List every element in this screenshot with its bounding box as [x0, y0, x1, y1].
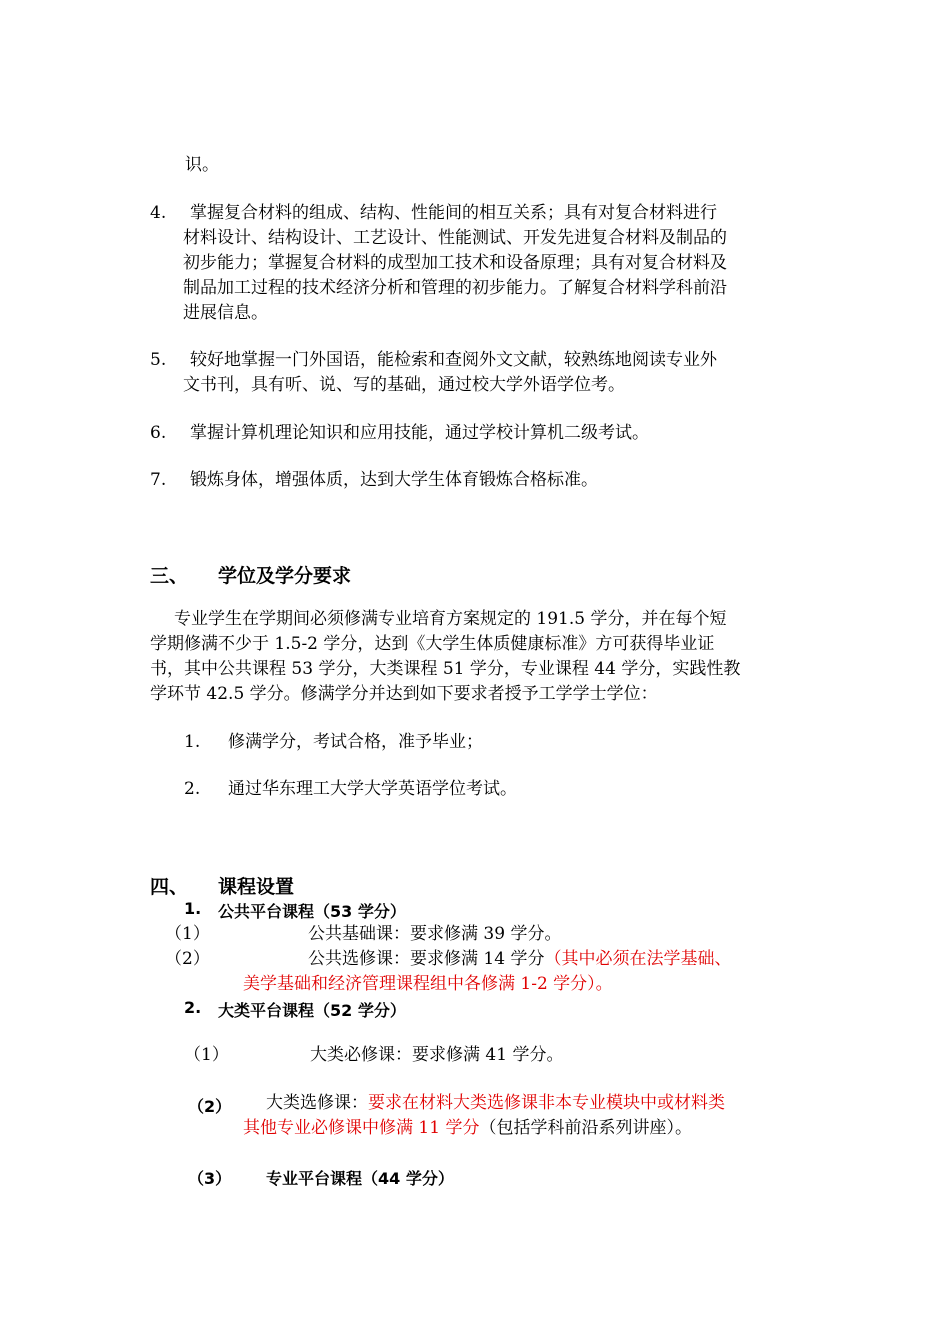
paragraph-line: 书，其中公共课程 53 学分，大类课程 51 学分，专业课程 44 学分，实践性教: [150, 659, 741, 679]
list-item-number: （2）: [165, 949, 210, 969]
para-continuation: 识。: [185, 155, 219, 175]
section-number: 三、: [150, 565, 189, 587]
highlighted-note: （其中必须在法学基础、: [544, 949, 732, 969]
list-item-number: 1.: [184, 732, 201, 752]
list-item-text: 锻炼身体，增强体质，达到大学生体育锻炼合格标准。: [190, 470, 598, 490]
list-item-number: （1）: [165, 924, 210, 944]
list-item-text: 掌握复合材料的组成、结构、性能间的相互关系；具有对复合材料进行: [190, 203, 717, 223]
list-item-text: 公共基础课：要求修满 39 学分。: [308, 924, 562, 944]
list-item-text: 修满学分，考试合格，准予毕业；: [228, 732, 483, 752]
section-title: 学位及学分要求: [218, 565, 352, 587]
highlighted-note: 其他专业必修课中修满 11 学分: [243, 1118, 480, 1138]
list-item-number: 7.: [150, 470, 167, 490]
subsection-number: （3）: [188, 1169, 232, 1188]
list-item-number: 6.: [150, 423, 167, 443]
course-note: （包括学科前沿系列讲座）。: [479, 1118, 692, 1138]
list-item-number: （1）: [184, 1045, 229, 1065]
subsection-title: 公共平台课程（53 学分）: [218, 902, 406, 921]
list-item-text: 大类必修课：要求修满 41 学分。: [310, 1045, 564, 1065]
list-item-text: 较好地掌握一门外国语，能检索和查阅外文文献，较熟练地阅读专业外: [190, 350, 717, 370]
highlighted-note: 要求在材料大类选修课非本专业模块中或材料类: [368, 1093, 725, 1113]
list-item-text: 材料设计、结构设计、工艺设计、性能测试、开发先进复合材料及制品的: [183, 228, 727, 248]
course-requirement: 公共选修课：要求修满 14 学分: [308, 949, 545, 969]
subsection-number: 2.: [184, 998, 202, 1017]
highlighted-note: 美学基础和经济管理课程组中各修满 1-2 学分）。: [243, 974, 613, 994]
subsection-title: 专业平台课程（44 学分）: [266, 1169, 454, 1188]
list-item-number: 4.: [150, 203, 167, 223]
list-item-text: 制品加工过程的技术经济分析和管理的初步能力。了解复合材料学科前沿: [183, 278, 727, 298]
section-title: 课程设置: [218, 876, 295, 898]
list-item-text: 文书刊，具有听、说、写的基础，通过校大学外语学位考。: [183, 375, 625, 395]
list-item-number: 5.: [150, 350, 167, 370]
subsection-number: 1.: [184, 899, 202, 918]
list-item-number: （2）: [188, 1097, 232, 1116]
list-item-text: 通过华东理工大学大学英语学位考试。: [228, 779, 517, 799]
paragraph-line: 专业学生在学期间必须修满专业培育方案规定的 191.5 学分，并在每个短: [174, 609, 727, 629]
course-label: 大类选修课：: [266, 1093, 368, 1113]
section-number: 四、: [150, 876, 189, 898]
paragraph-line: 学环节 42.5 学分。修满学分并达到如下要求者授予工学学士学位：: [150, 684, 658, 704]
list-item-text: [308, 947, 731, 972]
paragraph-line: 学期修满不少于 1.5-2 学分，达到《大学生体质健康标准》方可获得毕业证: [150, 634, 715, 654]
list-item-text: 初步能力；掌握复合材料的成型加工技术和设备原理；具有对复合材料及: [183, 253, 727, 273]
list-item-number: 2.: [184, 779, 201, 799]
list-item-text: [266, 1091, 725, 1116]
list-item-text: 进展信息。: [183, 303, 268, 323]
list-item-text: [243, 1116, 692, 1141]
list-item-text: 掌握计算机理论知识和应用技能，通过学校计算机二级考试。: [190, 423, 649, 443]
subsection-title: 大类平台课程（52 学分）: [218, 1001, 406, 1020]
